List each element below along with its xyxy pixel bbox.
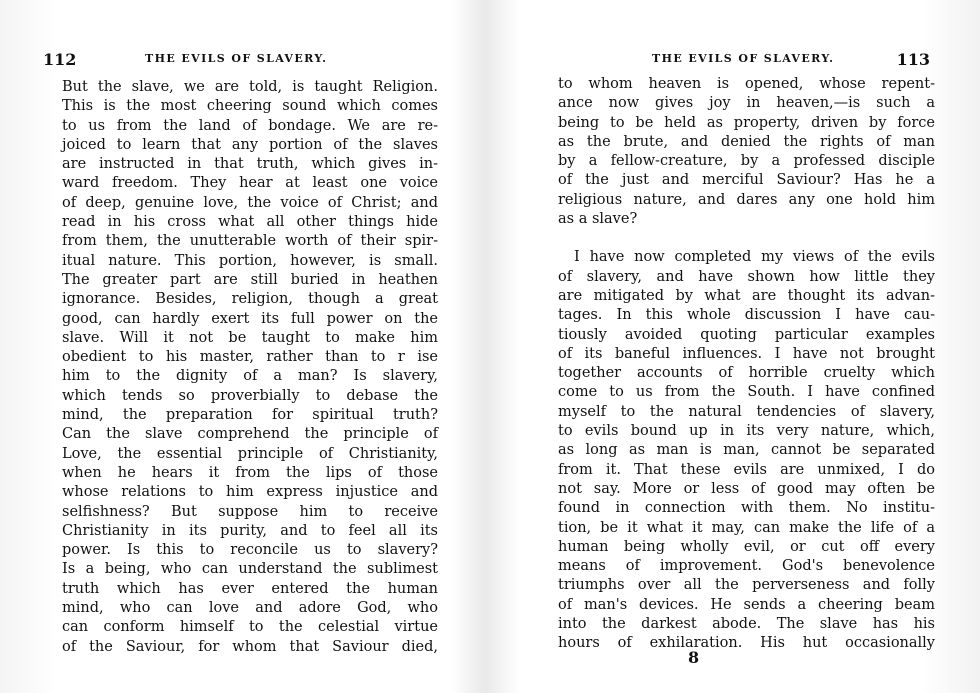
text-line: Can the slave comprehend the principle of — [62, 426, 438, 443]
text-line: of slavery, and have shown how little they — [558, 268, 935, 285]
text-line: not say. More or less of good may often be — [558, 480, 935, 497]
left-page-body — [62, 78, 438, 657]
text-line: ignorance. Besides, religion, though a great — [62, 291, 438, 308]
text-line: to whom heaven is opened, whose repent- — [558, 76, 935, 92]
text-line: tiously avoided quoting particular examples — [558, 326, 935, 343]
text-line: as long as man is man, cannot be separated — [558, 442, 935, 459]
text-line: means of improvement. God's benevolence — [558, 558, 935, 575]
text-line: human being wholly evil, or cut off every — [558, 538, 935, 555]
text-line: are instructed in that truth, which gives in- — [62, 156, 438, 173]
text-line: slave. Will it not be taught to make him — [62, 329, 438, 346]
text-line: Is a being, who can understand the sublimest — [62, 561, 438, 578]
text-line: whose relations to him express injustice and — [62, 484, 438, 501]
text-line: of man's devices. He sends a cheering beam — [558, 596, 935, 613]
paragraph — [558, 248, 935, 653]
text-line: of deep, genuine love, the voice of Christ; and — [62, 194, 438, 211]
text-line: to us from the land of bondage. We are re- — [62, 117, 438, 134]
text-line: found in connection with them. No institu- — [558, 500, 935, 517]
right-page — [490, 0, 980, 693]
text-line: from them, the unutterable worth of their spir- — [62, 233, 438, 250]
right-page-body — [558, 75, 935, 654]
text-line: read in his cross what all other things hide — [62, 214, 438, 231]
text-line: as the brute, and denied the rights of man — [558, 133, 935, 150]
text-line: mind, the preparation for spiritual truth? — [62, 407, 438, 424]
text-line: power. Is this to reconcile us to slavery? — [62, 542, 438, 559]
text-line: Christianity in its purity, and to feel all its — [62, 522, 438, 539]
text-line: of its baneful influences. I have not brought — [558, 345, 935, 362]
running-head: THE EVILS OF SLAVERY. — [145, 52, 328, 65]
text-line: by a fellow-creature, by a professed disciple — [558, 153, 935, 170]
signature-mark: 8 — [688, 648, 700, 667]
text-line: which tends so proverbially to debase the — [62, 387, 438, 404]
text-line: Love, the essential principle of Christianity, — [62, 445, 438, 462]
text-line: myself to the natural tendencies of slavery, — [558, 403, 935, 420]
text-line: come to us from the South. I have confined — [558, 384, 935, 401]
text-line: from it. That these evils are unmixed, I do — [558, 461, 935, 478]
running-head: THE EVILS OF SLAVERY. — [652, 52, 835, 65]
text-line: truth which has ever entered the human — [62, 580, 438, 597]
text-line: tages. In this whole discussion I have cau- — [558, 307, 935, 324]
text-line: I have now completed my views of the evils — [574, 249, 935, 266]
text-line: selfishness? But suppose him to receive — [62, 503, 438, 520]
page-number: 112 — [43, 50, 77, 69]
text-line: triumphs over all the perverseness and folly — [558, 577, 935, 594]
text-line: of the Saviour, for whom that Saviour died, — [62, 638, 438, 655]
text-line: obedient to his master, rather than to r ise — [62, 349, 438, 366]
text-line: of the just and merciful Saviour? Has he a — [558, 172, 935, 189]
text-line: religious nature, and dares any one hold him — [558, 191, 935, 208]
text-line: The greater part are still buried in heathen — [62, 271, 438, 288]
text-line: together accounts of horrible cruelty which — [558, 365, 935, 382]
text-line: can conform himself to the celestial virtue — [62, 619, 438, 636]
text-line: as a slave? — [558, 211, 638, 228]
text-line: itual nature. This portion, however, is small. — [62, 252, 438, 269]
text-line: him to the dignity of a man? Is slavery, — [62, 368, 438, 385]
text-line: This is the most cheering sound which comes — [62, 98, 438, 115]
page-number: 113 — [896, 50, 930, 69]
text-line: tion, be it what it may, can make the life of a — [558, 519, 935, 536]
text-line: joiced to learn that any portion of the slaves — [62, 136, 438, 153]
text-line: ance now gives joy in heaven,—is such a — [558, 95, 935, 112]
text-line: But the slave, we are told, is taught Religion. — [62, 79, 438, 95]
text-line: being to be held as property, driven by force — [558, 114, 935, 131]
text-line: into the darkest abode. The slave has his — [558, 616, 935, 633]
text-line: mind, who can love and adore God, who — [62, 600, 438, 617]
paragraph-gap — [558, 229, 935, 248]
text-line: to evils bound up in its very nature, which, — [558, 423, 935, 440]
text-line: are mitigated by what are thought its advan- — [558, 287, 935, 304]
text-line: when he hears it from the lips of those — [62, 464, 438, 481]
text-line: ward freedom. They hear at least one voice — [62, 175, 438, 192]
text-line: good, can hardly exert its full power on the — [62, 310, 438, 327]
text-line: hours of exhilaration. His hut occasionally — [558, 635, 935, 652]
